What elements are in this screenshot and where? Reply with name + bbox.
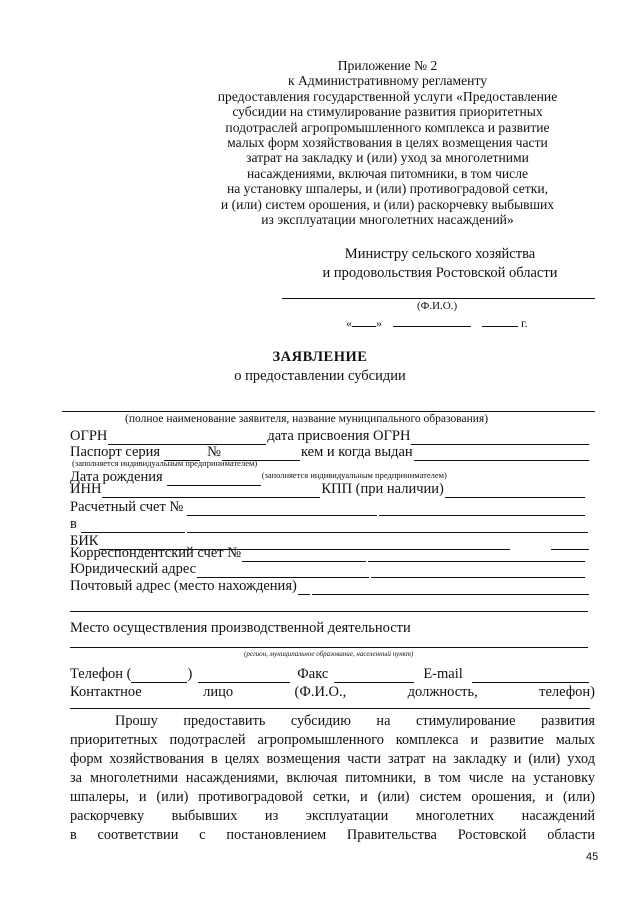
appendix-line: из эксплуатации многолетних насаждений»: [261, 212, 514, 228]
kpp-label: КПП (при наличии): [321, 481, 444, 497]
request-line: форм хозяйствования в целях возмещения части затрат на закладку и (или) уход: [70, 751, 595, 767]
ip-note: (заполняется индивидуальным предпринимателем): [72, 458, 258, 468]
passport-issued-field[interactable]: [414, 447, 589, 461]
postal-address-field-extra[interactable]: [312, 581, 589, 595]
ogrn-date-field[interactable]: [411, 431, 589, 445]
corr-account-label: Корреспондентский счет №: [70, 545, 242, 561]
appendix-line: подотраслей агропромышленного комплекса и развитие: [225, 119, 550, 135]
appendix-line: и (или) систем орошения, и (или) раскорчевку выбывших: [220, 196, 555, 212]
corr-account-row: [70, 545, 590, 562]
contact-word: должность,: [407, 684, 478, 700]
legal-address-field-extra[interactable]: [371, 564, 585, 578]
request-line: приоритетных подотраслей агропромышленного комплекса и развитие малых: [70, 732, 595, 748]
ogrn-field[interactable]: [108, 431, 266, 445]
email-label: E-mail: [423, 666, 463, 682]
postal-address-label: Почтовый адрес (место нахождения): [70, 578, 297, 594]
document-title: ЗАЯВЛЕНИЕ: [272, 349, 368, 365]
addressee-block: [285, 245, 595, 283]
contact-word: Контактное: [70, 684, 142, 700]
addressee-line: Министру сельского хозяйства: [344, 246, 536, 262]
inn-row: [70, 481, 590, 498]
phone-field[interactable]: [198, 669, 290, 683]
passport-issued-label: кем и когда выдан: [300, 444, 413, 460]
legal-address-label: Юридический адрес: [70, 561, 197, 577]
fax-field[interactable]: [334, 669, 414, 683]
bank-label: в: [70, 516, 77, 532]
postal-address-line-2[interactable]: [70, 611, 588, 612]
appendix-line: насаждениями, включая питомники, в том числе: [246, 165, 529, 181]
account-field[interactable]: [187, 502, 377, 516]
addressee-line: и продовольствия Ростовской области: [322, 265, 558, 281]
fax-label: Факс: [297, 666, 329, 682]
kpp-field[interactable]: [445, 484, 585, 498]
appendix-line: затрат на закладку и (или) уход за многолетними: [246, 150, 529, 166]
contacts-row: [70, 666, 590, 683]
postal-address-field[interactable]: [298, 581, 310, 595]
birthdate-label: Дата рождения: [70, 469, 163, 485]
legal-address-field[interactable]: [197, 564, 369, 578]
date-close-quote: »: [376, 316, 382, 330]
phone-code-field[interactable]: [131, 669, 187, 683]
request-line: Прошу предоставить субсидию на стимулирование развития: [115, 713, 595, 729]
appendix-line: на установку шпалеры, и (или) противоградовой сетки,: [226, 181, 549, 197]
email-field[interactable]: [472, 669, 589, 683]
appendix-line: предоставления государственной услуги «Предоставление: [217, 88, 558, 104]
appendix-line: к Административному регламенту: [287, 73, 488, 89]
request-line: в соответствии с постановлением Правительства Ростовской области: [70, 827, 595, 843]
activity-caption: (регион, муниципальное образование, населенный пункт): [244, 650, 414, 658]
bank-field[interactable]: [81, 519, 185, 533]
date-day-field[interactable]: [352, 315, 376, 327]
applicant-name-field[interactable]: [62, 411, 595, 412]
phone-close-paren: ): [187, 666, 193, 682]
request-line: раскорчевку выбывших из эксплуатации многолетних насаждений: [70, 808, 595, 824]
date-month-field[interactable]: [393, 315, 471, 327]
account-field-extra[interactable]: [379, 502, 585, 516]
date-year-field[interactable]: [482, 315, 518, 327]
date-row: [346, 315, 528, 331]
page-number: 45: [586, 851, 599, 863]
passport-series-label: Паспорт серия: [70, 444, 161, 460]
inn-label: ИНН: [70, 481, 102, 497]
appendix-header: [205, 58, 570, 227]
contact-word: телефон): [539, 684, 595, 700]
postal-address-row: [70, 578, 590, 595]
request-line: за многолетними насаждениями, включая питомники, в том числе на установку: [70, 770, 595, 786]
activity-label: Место осуществления производственной деятельности: [70, 620, 411, 636]
activity-row: [70, 620, 590, 637]
date-open-quote: «: [346, 316, 352, 330]
bank-field-extra[interactable]: [187, 519, 588, 533]
bank-row: [70, 516, 590, 533]
appendix-line: субсидии на стимулирование развития приоритетных: [232, 104, 543, 120]
ogrn-row: [70, 428, 590, 445]
fio-caption: (Ф.И.О.): [417, 300, 458, 312]
applicant-caption: (полное наименование заявителя, название муниципального образования): [125, 413, 489, 425]
document-subtitle: о предоставлении субсидии: [234, 368, 406, 384]
account-label: Расчетный счет №: [70, 499, 184, 515]
passport-number-label: №: [207, 444, 221, 460]
request-line: шпалеры, и (или) противоградовой сетки, и (или) систем орошения, и (или): [70, 789, 595, 805]
fio-line[interactable]: [282, 298, 595, 299]
ip-note: (заполняется индивидуальным предпринимателем): [261, 470, 447, 480]
account-row: [70, 499, 590, 516]
contact-person-row: [70, 684, 595, 701]
appendix-line: Приложение № 2: [337, 58, 438, 73]
phone-label: Телефон (: [70, 666, 132, 682]
activity-field[interactable]: [70, 647, 588, 648]
date-year-suffix: г.: [521, 316, 528, 330]
ogrn-label: ОГРН: [70, 428, 108, 444]
corr-account-field-extra[interactable]: [368, 548, 585, 562]
ogrn-date-label: дата присвоения ОГРН: [267, 428, 411, 444]
corr-account-field[interactable]: [242, 548, 366, 562]
inn-field[interactable]: [102, 484, 320, 498]
appendix-line: малых форм хозяйствования в целях возмещения части: [227, 135, 548, 151]
request-paragraph: [70, 712, 595, 845]
legal-address-row: [70, 561, 590, 578]
bik-label: БИК: [70, 533, 99, 549]
contact-person-field[interactable]: [70, 708, 590, 709]
contact-word: лицо: [203, 684, 234, 700]
contact-word: (Ф.И.О.,: [294, 684, 347, 700]
